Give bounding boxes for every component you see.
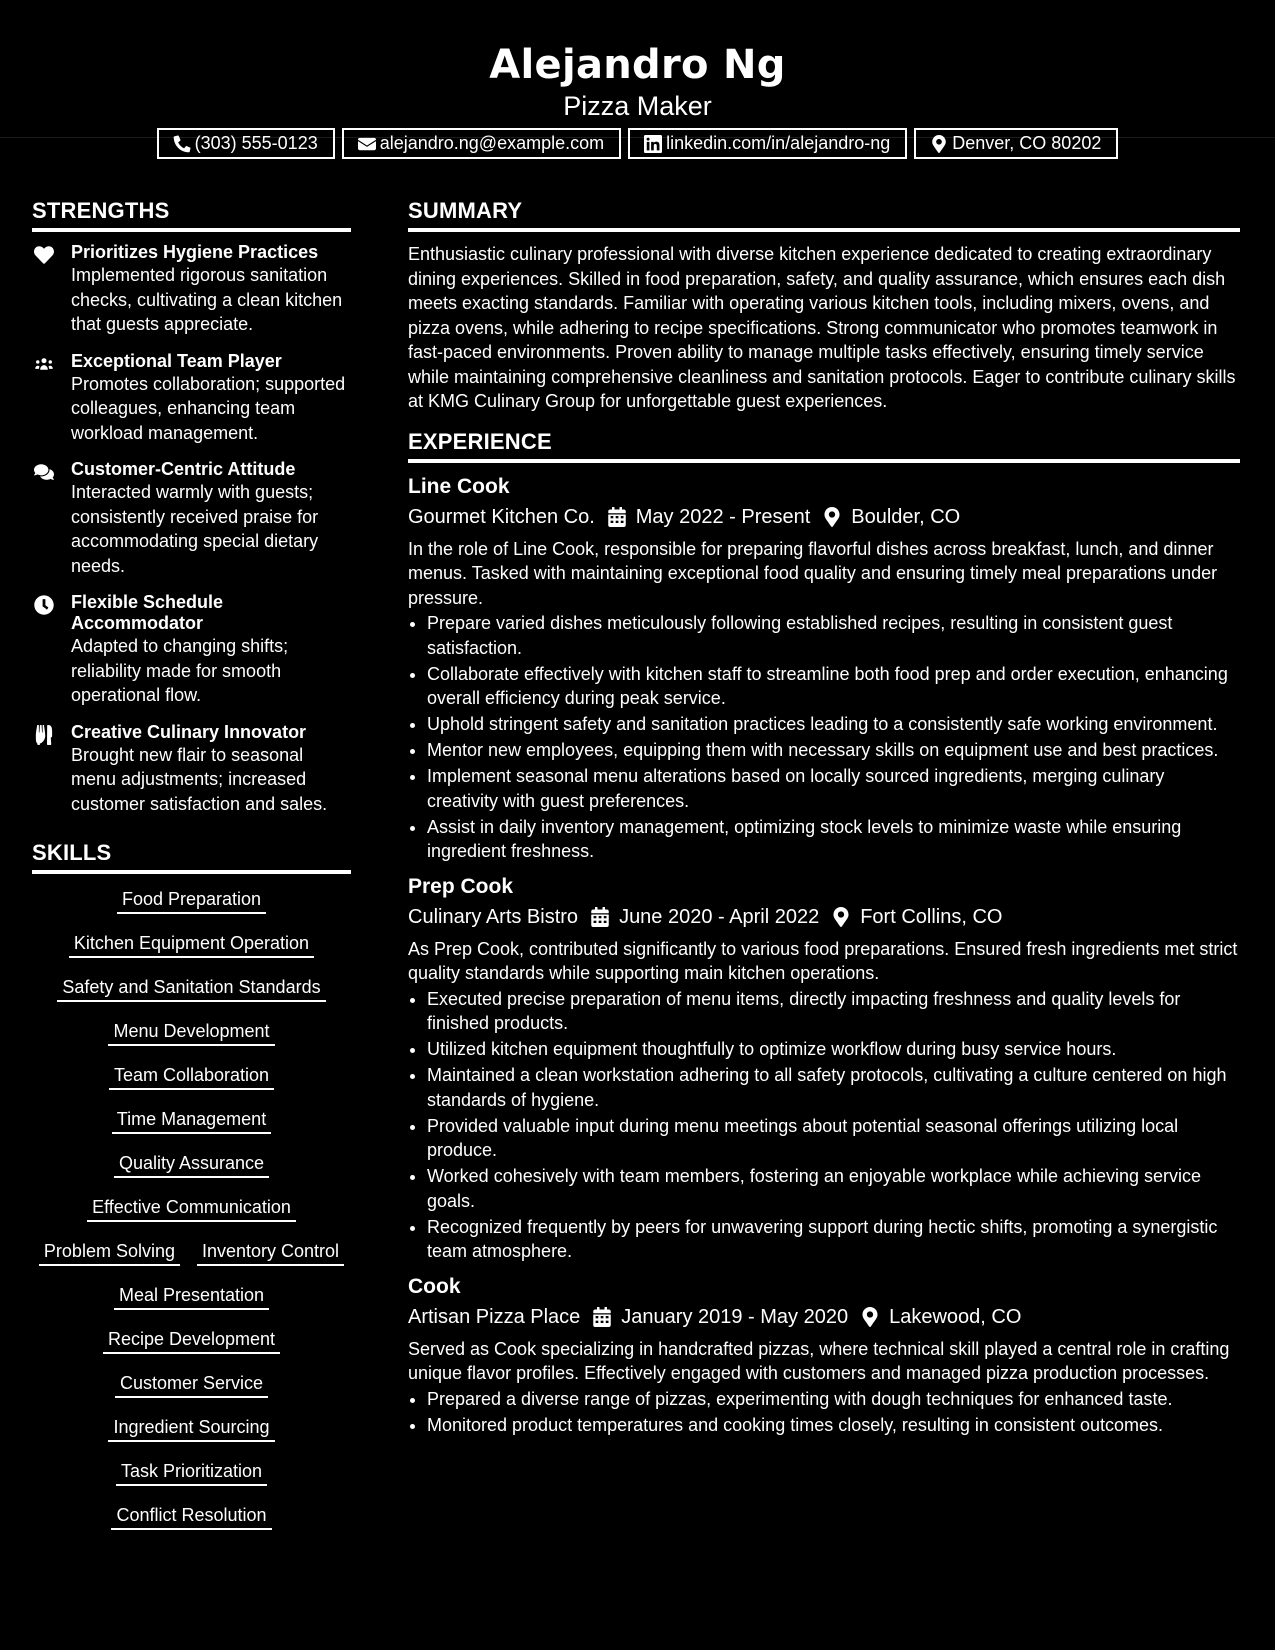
location-text: Denver, CO 80202 — [952, 133, 1102, 153]
strengths-heading: STRENGTHS — [32, 196, 351, 232]
job-meta — [408, 1303, 1240, 1331]
contact-bar — [0, 128, 1275, 159]
job-position: Cook — [408, 1274, 461, 1298]
bullet-item: • Implement seasonal menu alterations based on locally sourced ingredients, merging culinary creativity with guest preferences. — [427, 764, 1240, 813]
right-column — [408, 196, 1240, 1439]
linkedin-text: linkedin.com/in/alejandro-ng — [666, 133, 891, 153]
left-column — [32, 196, 351, 1530]
job-bullets — [408, 987, 1240, 1264]
skill-tag: Food Preparation — [117, 888, 266, 914]
map-pin-icon — [930, 135, 948, 153]
contact-phone[interactable] — [157, 128, 335, 159]
job-title: Pizza Maker — [563, 91, 712, 121]
strength-item — [32, 242, 351, 337]
strength-title: Prioritizes Hygiene Practices — [71, 242, 319, 262]
bullet-item: • Uphold stringent safety and sanitation practices leading to a consistently safe working environment. — [427, 712, 1240, 737]
phone-icon — [173, 135, 191, 153]
job-location: Lakewood, CO — [889, 1305, 1022, 1328]
bullet-item: • Prepare varied dishes meticulously following established recipes, resulting in consistent guest satisfaction. — [427, 611, 1240, 660]
job-meta — [408, 903, 1240, 931]
strength-item — [32, 459, 351, 578]
email-text: alejandro.ng@example.com — [379, 133, 605, 153]
clock-icon — [34, 595, 54, 615]
job-description: As Prep Cook, contributed significantly to various food preparations. Ensured fresh ingredients met strict quality standards while supporting main kitchen operations. — [408, 938, 1238, 983]
skill-tag: Quality Assurance — [114, 1152, 269, 1178]
job-dates: June 2020 - April 2022 — [619, 905, 820, 928]
strength-title: Customer-Centric Attitude — [71, 459, 296, 479]
strength-item — [32, 722, 351, 817]
map-pin-icon — [823, 507, 841, 527]
map-pin-icon — [832, 907, 850, 927]
strength-desc: Promotes collaboration; supported colleagues, enhancing team workload management. — [71, 373, 346, 443]
skill-tag: Kitchen Equipment Operation — [69, 932, 314, 958]
envelope-icon — [358, 135, 376, 153]
bullet-item: • Monitored product temperatures and cooking times closely, resulting in consistent outcomes. — [427, 1413, 1240, 1438]
strength-title: Creative Culinary Innovator — [71, 721, 307, 742]
strength-title: Exceptional Team Player — [71, 350, 282, 371]
utensils-icon — [34, 725, 54, 745]
strength-title: Flexible Schedule Accommodator — [71, 592, 224, 633]
skill-tag: Menu Development — [108, 1020, 274, 1046]
skill-tag: Inventory Control — [197, 1240, 344, 1266]
skill-tag: Meal Presentation — [114, 1284, 269, 1310]
strength-item — [32, 592, 351, 708]
linkedin-icon — [644, 135, 662, 153]
job-entry — [408, 873, 1240, 1264]
skill-tag: Safety and Sanitation Standards — [57, 976, 325, 1002]
comments-icon — [34, 462, 54, 482]
job-dates: May 2022 - Present — [635, 505, 811, 528]
strength-desc: Implemented rigorous sanitation checks, cultivating a clean kitchen that guests appreciate. — [71, 265, 343, 334]
candidate-name: Alejandro Ng — [489, 42, 786, 88]
bullet-item: • Mentor new employees, equipping them with necessary skills on equipment use and best practices. — [427, 738, 1240, 763]
bullet-item: • Executed precise preparation of menu items, directly impacting freshness and quality levels for finished products. — [427, 987, 1240, 1036]
bullet-item: • Maintained a clean workstation adhering to all safety protocols, cultivating a culture centered on high standards of hygiene. — [427, 1063, 1240, 1112]
summary-heading: SUMMARY — [408, 196, 1240, 232]
bullet-item: • Recognized frequently by peers for unwavering support during hectic shifts, promoting a synergistic team atmosphere. — [427, 1215, 1240, 1264]
job-bullets — [408, 1387, 1240, 1438]
job-position: Line Cook — [408, 474, 510, 498]
job-description: In the role of Line Cook, responsible for preparing flavorful dishes across breakfast, lunch, and dinner menus. Tasked with maintaining exceptional food quality and ensuring timely meal preparations under pressure. — [408, 538, 1218, 608]
skill-tag: Task Prioritization — [116, 1460, 267, 1486]
job-company: Gourmet Kitchen Co. — [408, 505, 595, 528]
skill-tag: Conflict Resolution — [111, 1504, 271, 1530]
skill-tag: Customer Service — [115, 1372, 268, 1398]
strength-desc: Adapted to changing shifts; reliability made for smooth operational flow. — [71, 636, 289, 705]
job-bullets — [408, 611, 1240, 864]
contact-location[interactable] — [914, 128, 1118, 159]
phone-text: (303) 555-0123 — [194, 133, 318, 153]
resume-header — [0, 0, 1275, 153]
bullet-item: • Worked cohesively with team members, fostering an enjoyable workplace while achieving service goals. — [427, 1164, 1240, 1213]
skill-tag: Team Collaboration — [109, 1064, 274, 1090]
skills-heading: SKILLS — [32, 838, 351, 874]
contact-email[interactable] — [342, 128, 621, 159]
strength-desc: Brought new flair to seasonal menu adjustments; increased customer satisfaction and sales. — [71, 744, 328, 814]
job-entry — [408, 473, 1240, 864]
skill-tag: Recipe Development — [103, 1328, 280, 1354]
users-icon — [34, 354, 54, 374]
skill-tag: Problem Solving — [39, 1240, 180, 1266]
calendar-icon — [593, 1307, 611, 1327]
skills-list — [32, 888, 351, 1530]
job-entry — [408, 1273, 1240, 1438]
strength-item — [32, 351, 351, 446]
job-dates: January 2019 - May 2020 — [621, 1305, 849, 1328]
skill-tag: Time Management — [112, 1108, 271, 1134]
job-description: Served as Cook specializing in handcrafted pizzas, where technical skill played a central role in crafting unique flavor profiles. Effectively engaged with customers and managed pizza production processes. — [408, 1338, 1230, 1383]
heart-icon — [34, 245, 54, 265]
skill-tag: Ingredient Sourcing — [108, 1416, 274, 1442]
calendar-icon — [591, 907, 609, 927]
job-company: Artisan Pizza Place — [408, 1305, 581, 1328]
strength-desc: Interacted warmly with guests; consistently received praise for accommodating special dietary needs. — [71, 482, 319, 576]
map-pin-icon — [861, 1307, 879, 1327]
job-location: Boulder, CO — [851, 505, 961, 528]
bullet-item: • Utilized kitchen equipment thoughtfully to optimize workflow during busy service hours. — [427, 1037, 1240, 1062]
skill-tag: Effective Communication — [87, 1196, 296, 1222]
job-position: Prep Cook — [408, 874, 514, 898]
job-location: Fort Collins, CO — [860, 905, 1003, 928]
bullet-item: • Provided valuable input during menu meetings about potential seasonal offerings utilizing local produce. — [427, 1114, 1240, 1163]
bullet-item: • Prepared a diverse range of pizzas, experimenting with dough techniques for enhanced taste. — [427, 1387, 1240, 1412]
bullet-item: • Collaborate effectively with kitchen staff to streamline both food prep and order execution, enhancing overall efficiency during peak service. — [427, 662, 1240, 711]
bullet-item: • Assist in daily inventory management, optimizing stock levels to minimize waste while ensuring ingredient freshness. — [427, 815, 1240, 864]
contact-linkedin[interactable] — [628, 128, 907, 159]
job-company: Culinary Arts Bistro — [408, 905, 579, 928]
summary-text: Enthusiastic culinary professional with diverse kitchen experience dedicated to creating extraordinary dining experiences. Skilled in food preparation, safety, and quality assurance, which ensures each dish meets exacting standards. Familiar with operating various kitchen tools, including mixers, ovens, and pizza ovens, while adhering to recipe specifications. Strong communicator who promotes teamwork in fast-paced environments. Proven ability to manage multiple tasks effectively, ensuring timely service while maintaining comprehensive cleanliness and sanitation protocols. Eager to contribute culinary skills at KMG Culinary Group for unforgettable guest experiences. — [408, 244, 1236, 411]
calendar-icon — [608, 507, 626, 527]
experience-heading: EXPERIENCE — [408, 427, 1240, 463]
job-meta — [408, 503, 1240, 531]
